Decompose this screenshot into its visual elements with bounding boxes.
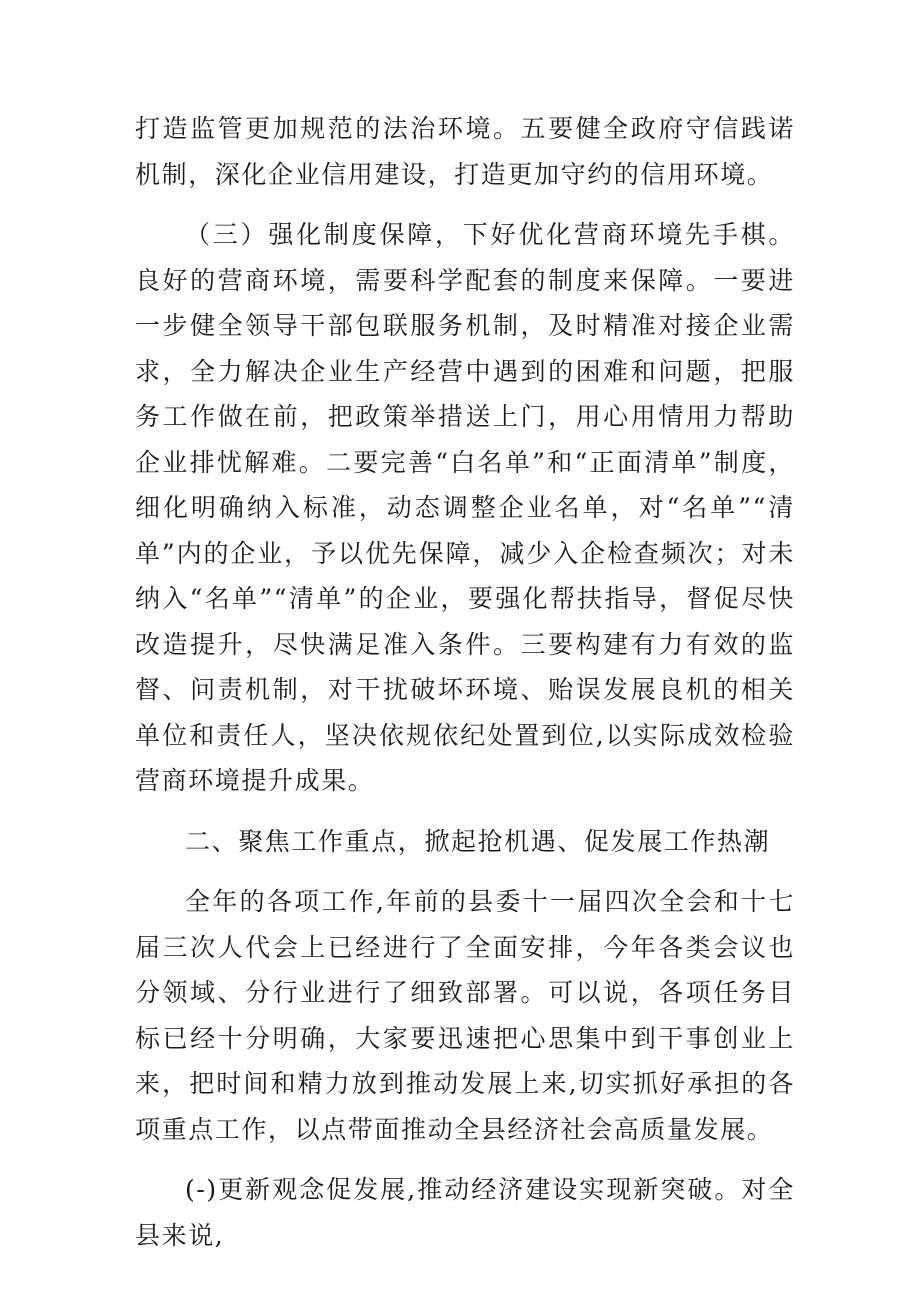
section-heading-2: 二、聚焦工作重点，掀起抢机遇、促发展工作热潮 xyxy=(185,826,771,856)
paragraph-5: (-)更新观念促发展,推动经济建设实现新突破。对全县来说, xyxy=(135,1175,795,1250)
paragraph-spacer xyxy=(135,197,795,212)
paragraph-1: 打造监管更加规范的法治环境。五要健全政府守信践诺机制，深化企业信用建设，打造更加守约的信用环境。 xyxy=(135,114,795,189)
paragraph-4: 全年的各项工作,年前的县委十一届四次全会和十七届三次人代会上已经进行了全面安排，今年各类会议也分领域、分行业进行了细致部署。可以说，各项任务目标已经十分明确，大家要迅速把心思集中到干事创业上来，把时间和精力放到推动发展上来,切实抓好承担的各项重点工作，以点带面推动全县经济社会高质量发展。 xyxy=(135,887,795,1144)
paragraph-spacer xyxy=(135,864,795,879)
paragraph-spacer xyxy=(135,804,795,819)
paragraph-spacer xyxy=(135,1152,795,1167)
paragraph-2: （三）强化制度保障，下好优化营商环境先手棋。良好的营商环境，需要科学配套的制度来保障。一要进一步健全领导干部包联服务机制，及时精准对接企业需求，全力解决企业生产经营中遇到的困难和问题，把服务工作做在前，把政策举措送上门，用心用情用力帮助企业排忧解难。二要完善“白名单”和“正面清单”制度，细化明确纳入标准，动态调整企业名单，对“名单”“清单”内的企业，予以优先保障，减少入企检查频次；对未纳入“名单”“清单”的企业，要强化帮扶指导，督促尽快改造提升，尽快满足准入条件。三要构建有力有效的监督、问责机制，对干扰破坏环境、贻误发展良机的相关单位和责任人，坚决依规依纪处置到位,以实际成效检验营商环境提升成果。 xyxy=(135,220,795,795)
document-body xyxy=(135,106,795,1258)
